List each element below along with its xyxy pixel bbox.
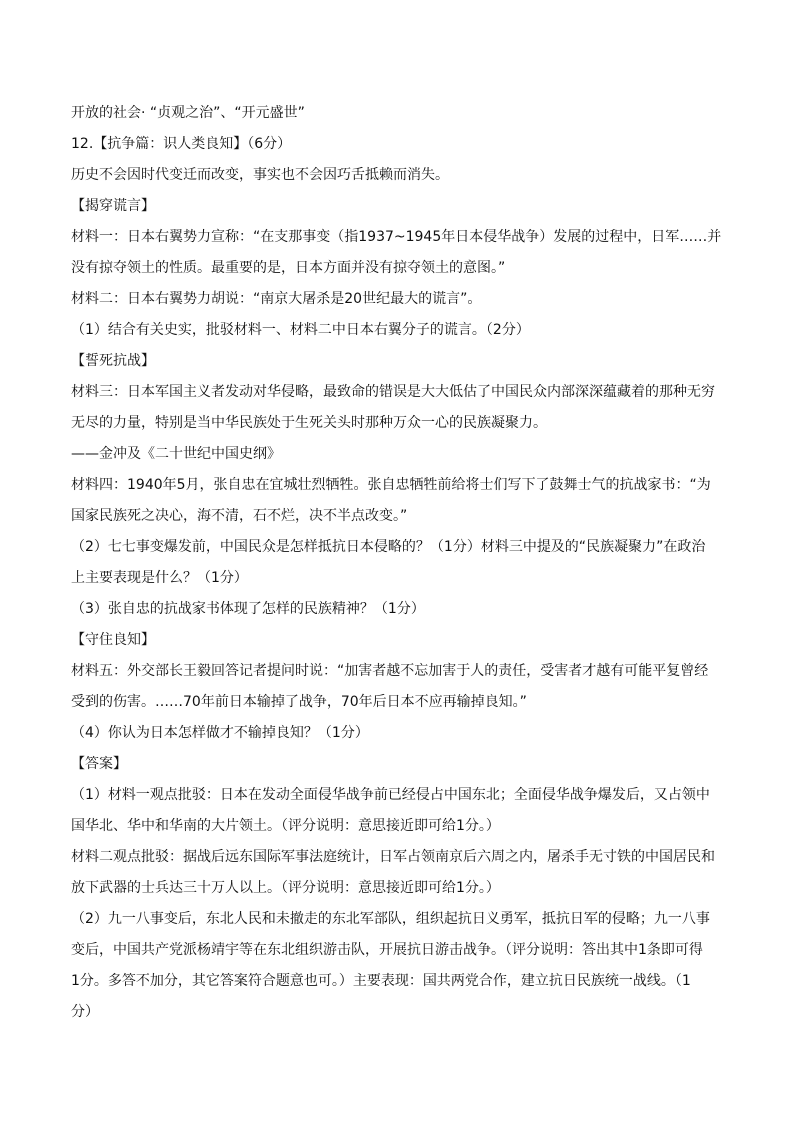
answer-2-cont2: 1分。多答不加分，其它答案符合题意也可。）主要表现：国共两党合作，建立抗日民族统一战线。（1 — [71, 973, 691, 989]
material-five-cont: 受到的伤害。……70年前日本输掉了战争，70年后日本不应再输掉良知。” — [71, 694, 527, 710]
document-body — [71, 98, 726, 1028]
sub-question-2: （2）七七事变爆发前，中国民众是怎样抵抗日本侵略的？（1分）材料三中提及的“民族凝聚力”在政治 — [71, 539, 706, 555]
material-one: 材料一：日本右翼势力宣称：“在支那事变（指1937~1945年日本侵华战争）发展的过程中，日军……并 — [71, 229, 722, 245]
question-heading: 12.【抗争篇：识人类良知】（6分） — [71, 136, 292, 152]
section-heading-conscience: 【守住良知】 — [71, 632, 155, 648]
material-three: 材料三：日本军国主义者发动对华侵略，最致命的错误是大大低估了中国民众内部深深蕴藏着的那种无穷 — [71, 384, 715, 400]
material-five: 材料五：外交部长王毅回答记者提问时说：“加害者越不忘加害于人的责任，受害者才越有可能平复曾经 — [71, 663, 709, 679]
sub-question-3: （3）张自忠的抗战家书体现了怎样的民族精神？（1分） — [71, 601, 425, 617]
answer-1b-cont: 放下武器的士兵达三十万人以上。（评分说明：意思接近即可给1分。） — [71, 880, 500, 896]
answer-2-cont: 变后，中国共产党派杨靖宇等在东北组织游击队，开展抗日游击战争。（评分说明：答出其中1条即可得 — [71, 942, 703, 958]
sub-question-1: （1）结合有关史实，批驳材料一、材料二中日本右翼分子的谎言。（2分） — [71, 322, 530, 338]
answer-2: （2）九一八事变后，东北人民和未撤走的东北军部队，组织起抗日义勇军，抵抗日军的侵略；九一八事 — [71, 911, 710, 927]
answer-2-cont3: 分） — [71, 1004, 99, 1020]
material-four: 材料四：1940年5月，张自忠在宜城壮烈牺牲。张自忠牺牲前给将士们写下了鼓舞士气的抗战家书：“为 — [71, 477, 711, 493]
answer-1b: 材料二观点批驳：据战后远东国际军事法庭统计，日军占领南京后六周之内，屠杀手无寸铁的中国居民和 — [71, 849, 715, 865]
citation: ——金冲及《二十世纪中国史纲》 — [71, 446, 281, 462]
sub-question-2-cont: 上主要表现是什么？（1分） — [71, 570, 248, 586]
answer-1: （1）材料一观点批驳：日本在发动全面侵华战争前已经侵占中国东北；全面侵华战争爆发后，又占领中 — [71, 787, 710, 803]
material-four-cont: 国家民族死之决心，海不清，石不烂，决不半点改变。” — [71, 508, 408, 524]
answer-heading: 【答案】 — [71, 756, 127, 772]
section-heading-expose-lies: 【揭穿谎言】 — [71, 198, 155, 214]
material-one-cont: 没有掠夺领土的性质。最重要的是，日本方面并没有掠夺领土的意图。” — [71, 260, 506, 276]
section-heading-resist: 【誓死抗战】 — [71, 353, 155, 369]
text-line: 开放的社会· “贞观之治”、“开元盛世” — [71, 105, 305, 121]
answer-1-cont: 国华北、华中和华南的大片领土。（评分说明：意思接近即可给1分。） — [71, 818, 500, 834]
sub-question-4: （4）你认为日本怎样做才不输掉良知？（1分） — [71, 725, 369, 741]
material-two: 材料二：日本右翼势力胡说：“南京大屠杀是20世纪最大的谎言”。 — [71, 291, 482, 307]
text-line: 历史不会因时代变迁而改变，事实也不会因巧舌抵赖而消失。 — [71, 167, 449, 183]
material-three-cont: 无尽的力量，特别是当中华民族处于生死关头时那种万众一心的民族凝聚力。 — [71, 415, 547, 431]
